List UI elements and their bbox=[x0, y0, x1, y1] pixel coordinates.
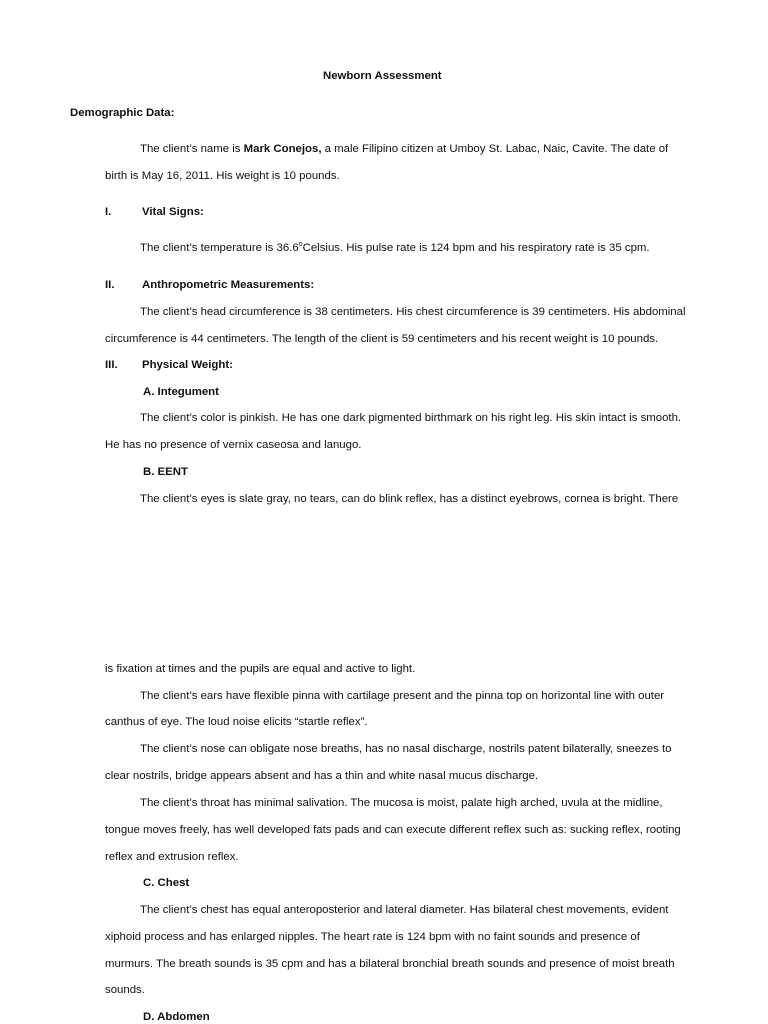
eent-line-5: The client’s nose can obligate nose breaths, has no nasal discharge, nostrils patent bilaterally, sneezes to bbox=[140, 743, 672, 755]
demographic-line-1 bbox=[140, 142, 668, 156]
eent-line-4: canthus of eye. The loud noise elicits “startle reflex”. bbox=[105, 716, 368, 728]
eent-line-8: tongue moves freely, has well developed fats pads and can execute different reflex such as: sucking reflex, rooting bbox=[105, 824, 681, 836]
anthropometric-line-2: circumference is 44 centimeters. The length of the client is 59 centimeters and his recent weight is 10 pounds. bbox=[105, 333, 659, 345]
anthropometric-line-1: The client’s head circumference is 38 centimeters. His chest circumference is 39 centimeters. His abdominal bbox=[140, 306, 686, 318]
integument-line-2: He has no presence of vernix caseosa and lanugo. bbox=[105, 439, 362, 451]
vital-signs-line bbox=[140, 241, 650, 255]
section-2-heading: Anthropometric Measurements: bbox=[142, 279, 315, 291]
chest-line-2: xiphoid process and has enlarged nipples. The heart rate is 124 bpm with no faint sounds and presence of bbox=[105, 931, 640, 943]
chest-heading: C. Chest bbox=[143, 877, 190, 889]
eent-line-3: The client’s ears have flexible pinna with cartilage present and the pinna top on horizontal line with outer bbox=[140, 690, 665, 702]
chest-line-3: murmurs. The breath sounds is 35 cpm and has a bilateral bronchial breath sounds and presence of moist breath bbox=[105, 958, 675, 970]
chest-line-4: sounds. bbox=[105, 984, 145, 996]
page-title: Newborn Assessment bbox=[323, 70, 442, 82]
demographic-heading: Demographic Data: bbox=[70, 107, 175, 119]
chest-line-1: The client’s chest has equal anteroposterior and lateral diameter. Has bilateral chest movements, evident bbox=[140, 904, 669, 916]
abdomen-heading: D. Abdomen bbox=[143, 1011, 210, 1023]
degree-symbol: o bbox=[298, 241, 303, 248]
demographic-text-start: The client’s name is bbox=[140, 143, 244, 155]
demographic-line-2: birth is May 16, 2011. His weight is 10 pounds. bbox=[105, 170, 340, 182]
eent-line-6: clear nostrils, bridge appears absent and has a thin and white nasal mucus discharge. bbox=[105, 770, 539, 782]
temperature-text: The client’s temperature is 36.6 bbox=[140, 242, 299, 254]
integument-line-1: The client’s color is pinkish. He has one dark pigmented birthmark on his right leg. His skin intact is smooth. bbox=[140, 412, 682, 424]
eent-line-1: The client’s eyes is slate gray, no tears, can do blink reflex, has a distinct eyebrows, cornea is bright. There bbox=[140, 493, 679, 505]
eent-line-9: reflex and extrusion reflex. bbox=[105, 851, 239, 863]
eent-line-7: The client’s throat has minimal salivation. The mucosa is moist, palate high arched, uvula at the midline, bbox=[140, 797, 663, 809]
eent-heading: B. EENT bbox=[143, 466, 188, 478]
section-2-numeral: II. bbox=[105, 279, 115, 291]
section-3-heading: Physical Weight: bbox=[142, 359, 233, 371]
section-3-numeral: III. bbox=[105, 359, 118, 371]
client-name: Mark Conejos, bbox=[243, 143, 322, 155]
integument-heading: A. Integument bbox=[143, 386, 219, 398]
section-1-heading: Vital Signs: bbox=[142, 206, 204, 218]
demographic-text-end: a male Filipino citizen at Umboy St. Labac, Naic, Cavite. The date of bbox=[321, 143, 669, 155]
vitals-text: Celsius. His pulse rate is 124 bpm and his respiratory rate is 35 cpm. bbox=[302, 242, 650, 254]
section-1-numeral: I. bbox=[105, 206, 112, 218]
eent-line-2: is fixation at times and the pupils are equal and active to light. bbox=[105, 663, 416, 675]
